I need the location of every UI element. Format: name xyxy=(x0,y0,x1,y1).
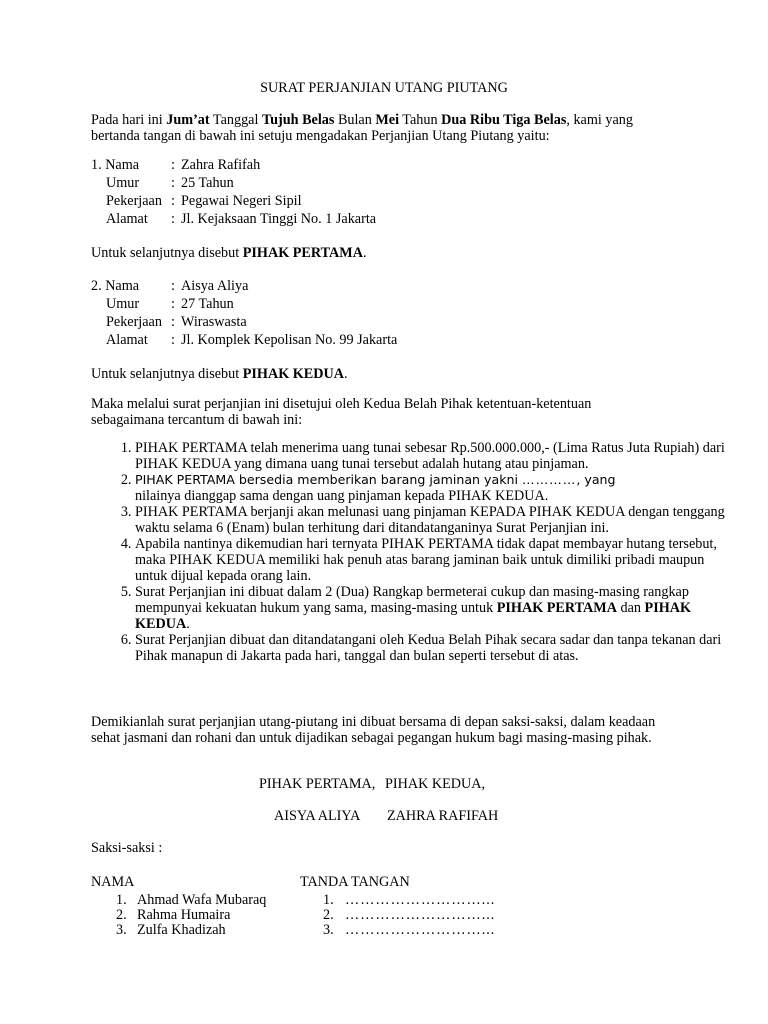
field-value: 27 Tahun xyxy=(181,296,234,312)
field-label: Umur xyxy=(106,175,140,191)
witness-signature-column-header: TANDA TANGAN xyxy=(300,874,410,890)
reference-text: Untuk selanjutnya disebut xyxy=(91,245,243,261)
term-text: . xyxy=(186,616,190,632)
field-label: Umur xyxy=(106,296,140,312)
terms-list xyxy=(91,440,725,664)
field-colon: : xyxy=(171,175,175,191)
intro-date: Tujuh Belas xyxy=(261,112,335,128)
term-item xyxy=(135,440,725,472)
term-item xyxy=(135,504,725,536)
document-title: SURAT PERJANJIAN UTANG PIUTANG xyxy=(260,80,508,96)
field-label: 2. Nama xyxy=(91,278,140,294)
field-label: Pekerjaan xyxy=(106,193,162,209)
term-text: PIHAK PERTAMA telah menerima uang tunai sebesar Rp.500.000.000,- (Lima Ratus Juta Rupiah) dari PIHAK KEDUA yang dimana uang tunai tersebut adalah hutang atau pinjaman. xyxy=(135,440,725,472)
term-bold: PIHAK KEDUA xyxy=(135,600,692,632)
signature-number: 1. xyxy=(323,892,334,908)
field-colon: : xyxy=(171,193,175,209)
intro-year: Dua Ribu Tiga Belas xyxy=(441,112,567,128)
term-item xyxy=(135,536,725,584)
party1-signature-label: PIHAK PERTAMA, xyxy=(259,776,376,792)
party2-reference xyxy=(91,366,681,382)
signature-number: 2. xyxy=(323,907,334,923)
party1-reference xyxy=(91,245,681,261)
term-text: PIHAK PERTAMA bersedia memberikan barang jaminan yakni xyxy=(135,472,522,487)
intro-text: Tahun xyxy=(399,112,442,128)
field-colon: : xyxy=(171,157,175,173)
field-colon: : xyxy=(171,296,175,312)
intro-text: Pada hari ini xyxy=(91,112,167,128)
term-bold: PIHAK PERTAMA xyxy=(496,600,617,616)
party1-alias: PIHAK PERTAMA xyxy=(242,245,363,261)
field-value: Aisya Aliya xyxy=(181,278,249,294)
witness-name: Ahmad Wafa Mubaraq xyxy=(137,892,267,908)
intro-month: Mei xyxy=(375,112,400,128)
witness-heading: Saksi-saksi : xyxy=(91,840,163,856)
intro-text: Bulan xyxy=(334,112,376,128)
witness-number: 1. xyxy=(116,892,127,908)
field-colon: : xyxy=(171,314,175,330)
term-text: Apabila nantinya dikemudian hari ternyata PIHAK PERTAMA tidak dapat membayar hutang tersebut, maka PIHAK KEDUA memiliki hak penuh atas barang jaminan baik untuk dimiliki pribadi maupun untuk dijual kepada orang lain. xyxy=(135,536,717,584)
witness-number: 2. xyxy=(116,907,127,923)
intro-line-1 xyxy=(91,112,681,128)
field-colon: : xyxy=(171,278,175,294)
field-label: Pekerjaan xyxy=(106,314,162,330)
terms-intro-line-2: sebagaimana tercantum di bawah ini: xyxy=(91,412,303,428)
intro-day: Jum’at xyxy=(166,112,210,128)
term-text: dan xyxy=(616,600,645,616)
terms-intro xyxy=(91,396,681,428)
witness-name-column-header: NAMA xyxy=(91,874,135,890)
witness-name: Zulfa Khadizah xyxy=(137,922,226,938)
term-text: Surat Perjanjian dibuat dan ditandatangani oleh Kedua Belah Pihak secara sadar dan tanpa tekanan dari Pihak manapun di Jakarta pada hari, tanggal dan bulan seperti tersebut di atas. xyxy=(135,632,722,664)
collateral-blank: ………… xyxy=(521,472,577,487)
term-item xyxy=(135,472,725,504)
field-colon: : xyxy=(171,211,175,227)
term-text: Surat Perjanjian ini dibuat dalam 2 (Dua) Rangkap bermeterai cukup dan masing-masing rangkap mempunyai kekuatan hukum yang sama, masing-masing untuk xyxy=(135,584,689,616)
field-label: Alamat xyxy=(106,332,148,348)
intro-line-2: bertanda tangan di bawah ini setuju mengadakan Perjanjian Utang Piutang yaitu: xyxy=(91,128,550,144)
witness-number: 3. xyxy=(116,922,127,938)
field-value: 25 Tahun xyxy=(181,175,234,191)
term-text: , yang xyxy=(576,472,616,487)
signature-number: 3. xyxy=(323,922,334,938)
term-text: nilainya dianggap sama dengan uang pinjaman kepada PIHAK KEDUA. xyxy=(135,488,549,504)
party2-alias: PIHAK KEDUA xyxy=(242,366,345,382)
closing-paragraph: Demikianlah surat perjanjian utang-piutang ini dibuat bersama di depan saksi-saksi, dalam keadaan sehat jasmani dan rohani dan untuk dijadikan sebagai pegangan hukum bagi masing-masing pihak. xyxy=(91,714,656,746)
term-item xyxy=(135,584,725,632)
field-label: Alamat xyxy=(106,211,148,227)
witness-name: Rahma Humaira xyxy=(137,907,231,923)
party1-signature-name: AISYA ALIYA xyxy=(274,808,361,824)
party2-signature-label: PIHAK KEDUA, xyxy=(385,776,486,792)
intro-text: , kami yang xyxy=(566,112,633,128)
reference-end: . xyxy=(344,366,348,382)
intro-paragraph xyxy=(91,112,681,144)
signature-line: ………………………... xyxy=(345,922,496,938)
signature-line: ………………………... xyxy=(345,892,496,908)
field-value: Zahra Rafifah xyxy=(181,157,261,173)
field-colon: : xyxy=(171,332,175,348)
field-value: Jl. Kejaksaan Tinggi No. 1 Jakarta xyxy=(181,211,377,227)
field-label: 1. Nama xyxy=(91,157,140,173)
field-value: Wiraswasta xyxy=(181,314,247,330)
reference-text: Untuk selanjutnya disebut xyxy=(91,366,243,382)
field-value: Jl. Komplek Kepolisan No. 99 Jakarta xyxy=(181,332,398,348)
term-item xyxy=(135,632,725,664)
party2-signature-name: ZAHRA RAFIFAH xyxy=(387,808,499,824)
term-text: PIHAK PERTAMA berjanji akan melunasi uang pinjaman KEPADA PIHAK KEDUA dengan tenggang waktu selama 6 (Enam) bulan terhitung dari ditandatanganinya Surat Perjanjian ini. xyxy=(135,504,725,536)
signature-line: ………………………... xyxy=(345,907,496,923)
field-value: Pegawai Negeri Sipil xyxy=(181,193,302,209)
terms-intro-line-1: Maka melalui surat perjanjian ini disetujui oleh Kedua Belah Pihak ketentuan-ketentuan xyxy=(91,396,592,412)
reference-end: . xyxy=(362,245,367,261)
intro-text: Tanggal xyxy=(209,112,262,128)
